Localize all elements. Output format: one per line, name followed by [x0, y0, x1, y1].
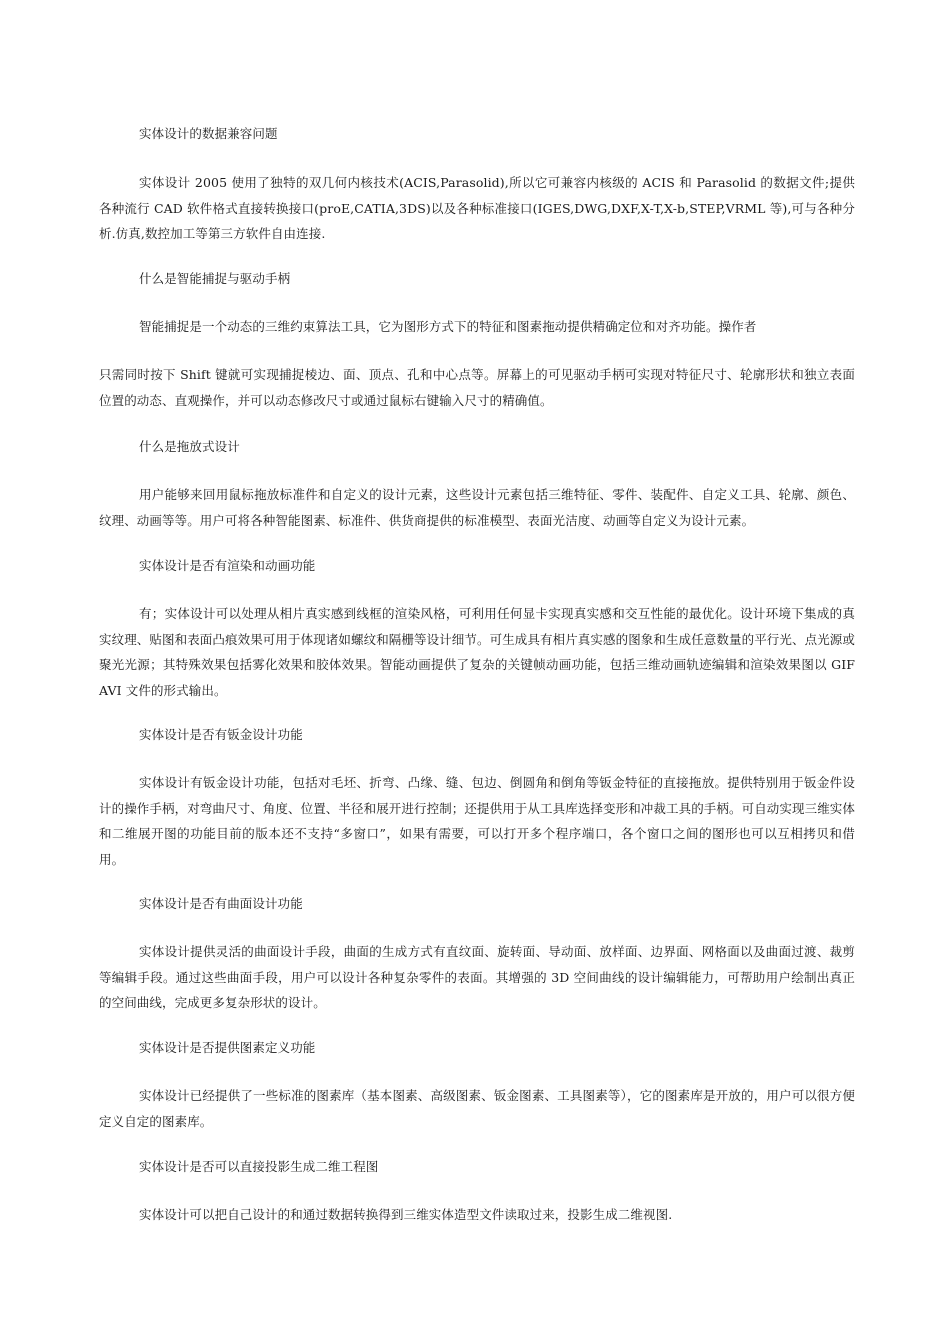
section-heading-drag-drop: 什么是拖放式设计	[139, 439, 240, 454]
paragraph-smart-snap-2: 只需同时按下 Shift 键就可实现捕捉棱边、面、顶点、孔和中心点等。屏幕上的可见驱动手柄可实现对特征尺寸、轮廓形状和独立表面位置的动态、直观操作，并可以动态修改尺寸或通过鼠标右键输入尺寸的精确值。	[99, 367, 855, 408]
paragraph-data-compatibility: 实体设计 2005 使用了独特的双几何内核技术(ACIS,Parasolid),所以它可兼容内核级的 ACIS 和 Parasolid 的数据文件;提供各种流行 CAD 软件格式直接转换接口(proE,CATIA,3DS)以及各种标准接口(IGES,DWG,DXF,X-T,X-b,STEP,VRML 等),可与各种分析.仿真,数控加工等第三方软件自由连接.	[99, 175, 855, 241]
section-heading-data-compatibility: 实体设计的数据兼容问题	[139, 126, 278, 141]
paragraph-element-definition: 实体设计已经提供了一些标准的图素库（基本图素、高级图素、钣金图素、工具图素等），它的图素库是开放的，用户可以很方便定义自定的图素库。	[99, 1088, 855, 1129]
section-heading-rendering: 实体设计是否有渲染和动画功能	[139, 558, 316, 573]
paragraph-rendering: 有；实体设计可以处理从相片真实感到线框的渲染风格，可利用任何显卡实现真实感和交互性能的最优化。设计环境下集成的真实纹理、贴图和表面凸痕效果可用于体现诸如螺纹和隔栅等设计细节。可生成具有相片真实感的图象和生成任意数量的平行光、点光源或聚光光源；其特殊效果包括雾化效果和胶体效果。智能动画提供了复杂的关键帧动画功能，包括三维动画轨迹编辑和渲染效果图以 GIF AVI 文件的形式输出。	[99, 606, 856, 698]
paragraph-2d-projection: 实体设计可以把自己设计的和通过数据转换得到三维实体造型文件读取过来，投影生成二维视图.	[139, 1207, 673, 1222]
paragraph-smart-snap-1: 智能捕捉是一个动态的三维约束算法工具，它为图形方式下的特征和图素拖动提供精确定位和对齐功能。操作者	[139, 319, 757, 334]
section-heading-sheet-metal: 实体设计是否有钣金设计功能	[139, 727, 303, 742]
section-heading-2d-projection: 实体设计是否可以直接投影生成二维工程图	[139, 1159, 379, 1174]
paragraph-surface: 实体设计提供灵活的曲面设计手段，曲面的生成方式有直纹面、旋转面、导动面、放样面、边界面、网格面以及曲面过渡、裁剪等编辑手段。通过这些曲面手段，用户可以设计各种复杂零件的表面。其增强的 3D 空间曲线的设计编辑能力，可帮助用户绘制出真正的空间曲线，完成更多复杂形状的设计。	[99, 944, 855, 1010]
section-heading-smart-snap: 什么是智能捕捉与驱动手柄	[139, 271, 291, 286]
paragraph-sheet-metal: 实体设计有钣金设计功能，包括对毛坯、折弯、凸缘、缝、包边、倒圆角和倒角等钣金特征的直接拖放。提供特别用于钣金件设计的操作手柄，对弯曲尺寸、角度、位置、半径和展开进行控制；还提供用于从工具库选择变形和冲裁工具的手柄。可自动实现三维实体和二维展开图的功能目前的版本还不支持“多窗口”，如果有需要，可以打开多个程序端口，各个窗口之间的图形也可以互相拷贝和借用。	[99, 775, 856, 867]
paragraph-drag-drop: 用户能够来回用鼠标拖放标准件和自定义的设计元素，这些设计元素包括三维特征、零件、装配件、自定义工具、轮廓、颜色、纹理、动画等等。用户可将各种智能图素、标准件、供货商提供的标准模型、表面光洁度、动画等自定义为设计元素。	[99, 487, 855, 528]
section-heading-element-definition: 实体设计是否提供图素定义功能	[139, 1040, 316, 1055]
section-heading-surface: 实体设计是否有曲面设计功能	[139, 896, 303, 911]
